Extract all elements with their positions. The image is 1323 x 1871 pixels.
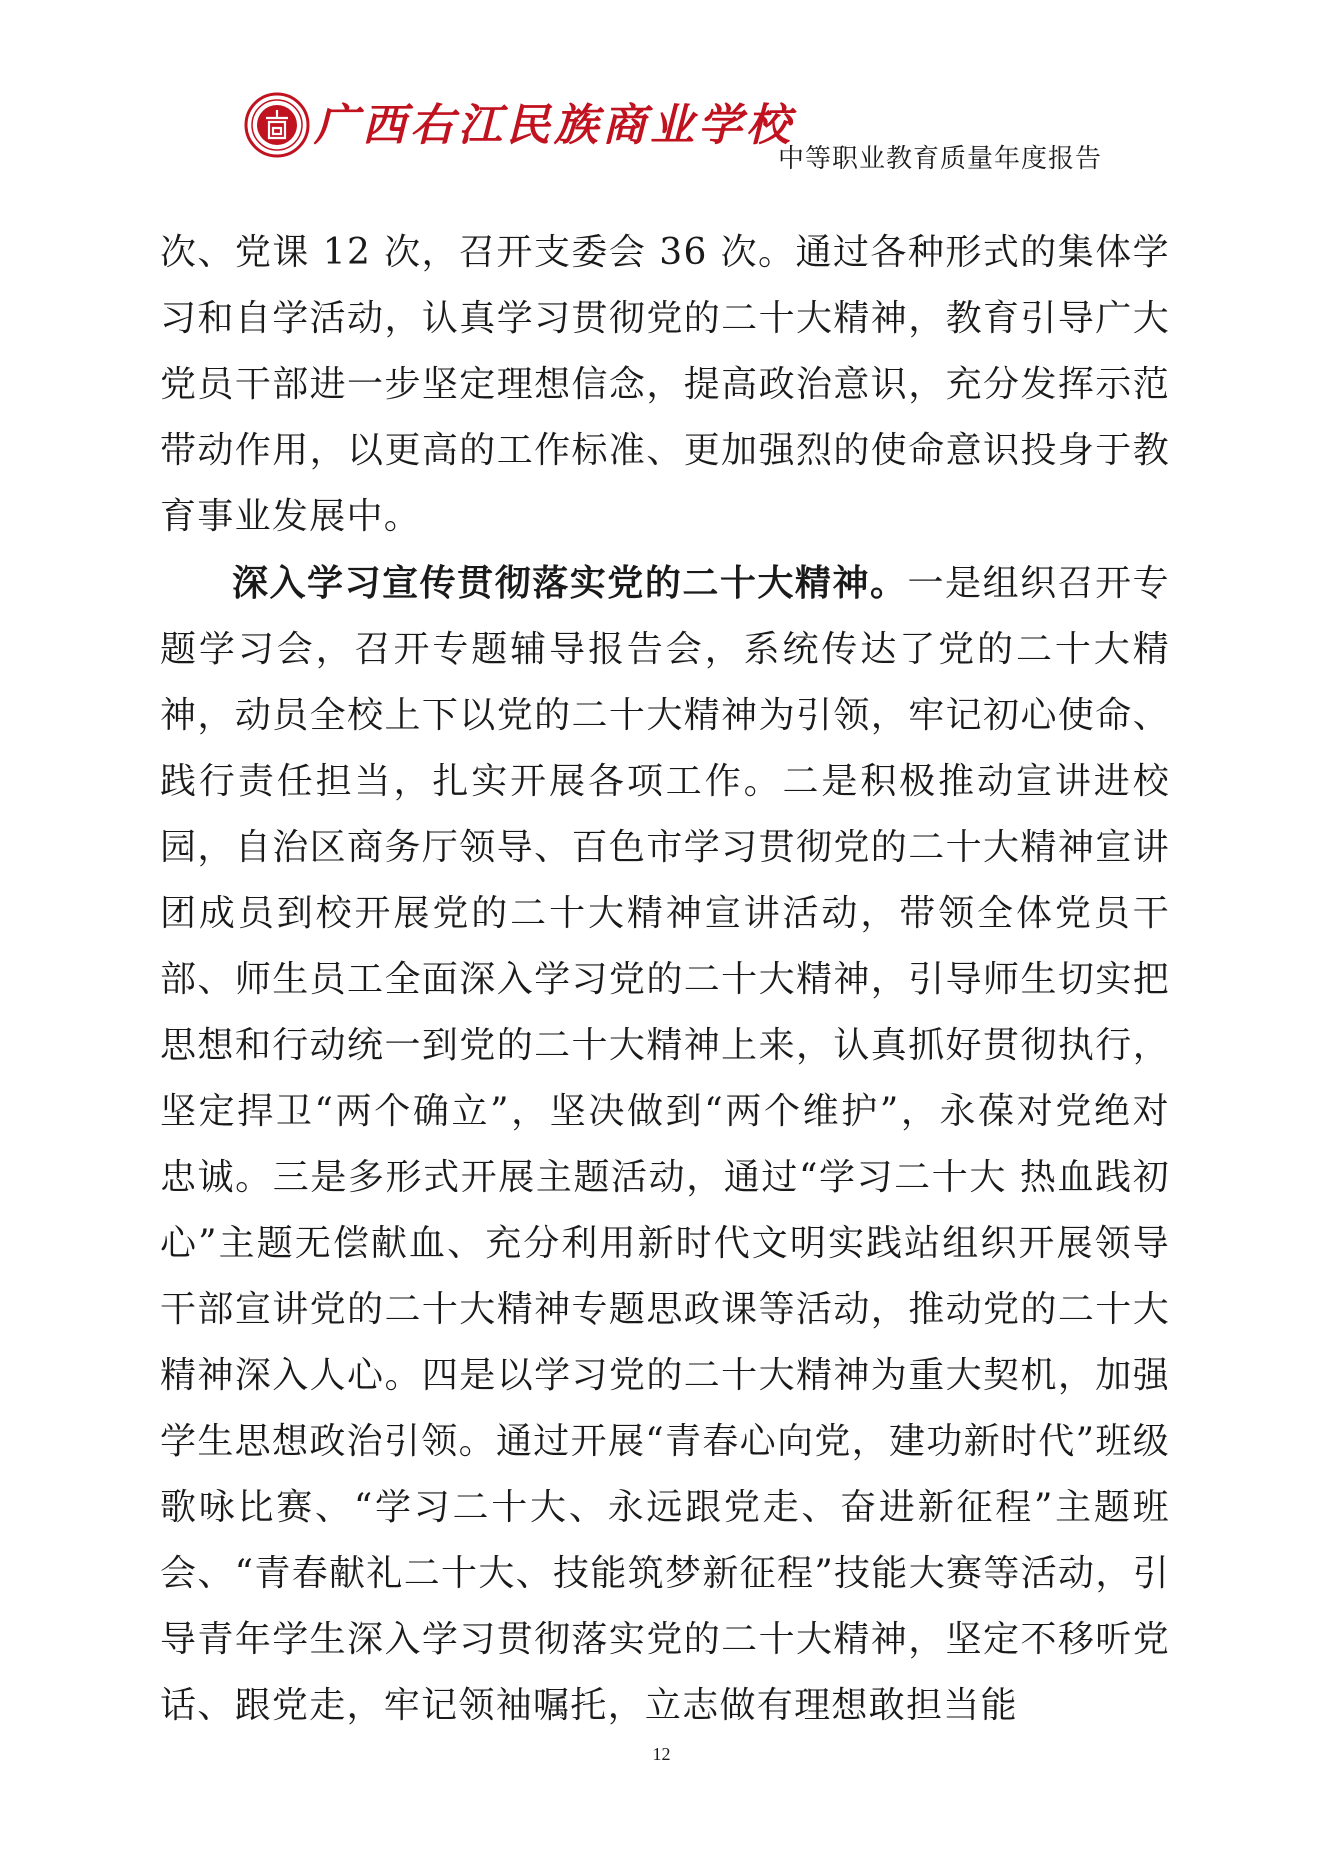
page-number: 12 <box>652 1744 671 1764</box>
paragraph-2 <box>160 550 1170 1739</box>
page-header <box>0 0 1323 174</box>
school-name-logo: 广西右江民族商业学校 <box>314 100 794 151</box>
document-body <box>160 220 1170 1739</box>
paragraph-2-heading: 深入学习宣传贯彻落实党的二十大精神。 <box>232 562 908 604</box>
report-title: 中等职业教育质量年度报告 <box>777 144 1102 174</box>
paragraph-2-text: 一是组织召开专题学习会，召开专题辅导报告会，系统传达了党的二十大精神，动员全校上下以党的二十大精神为引领，牢记初心使命、践行责任担当，扎实开展各项工作。二是积极推动宣讲进校园，自治区商务厅领导、百色市学习贯彻党的二十大精神宣讲团成员到校开展党的二十大精神宣讲活动，带领全体党员干部、师生员工全面深入学习党的二十大精神，引导师生切实把思想和行动统一到党的二十大精神上来，认真抓好贯彻执行，坚定捍卫“两个确立”，坚决做到“两个维护”，永葆对党绝对忠诚。三是多形式开展主题活动，通过“学习二十大 热血践初心”主题无偿献血、充分利用新时代文明实践站组织开展领导干部宣讲党的二十大精神专题思政课等活动，推动党的二十大精神深入人心。四是以学习党的二十大精神为重大契机，加强学生思想政治引领。通过开展“青春心向党，建功新时代”班级歌咏比赛、“学习二十大、永远跟党走、奋进新征程”主题班会、“青春献礼二十大、技能筑梦新征程”技能大赛等活动，引导青年学生深入学习贯彻落实党的二十大精神，坚定不移听党话、跟党走，牢记领袖嘱托，立志做有理想敢担当能 <box>160 563 1170 1726</box>
school-seal-logo-icon <box>244 92 310 158</box>
paragraph-1: 次、党课 12 次，召开支委会 36 次。通过各种形式的集体学习和自学活动，认真学习贯彻党的二十大精神，教育引导广大党员干部进一步坚定理想信念，提高政治意识，充分发挥示范带动作用，以更高的工作标准、更加强烈的使命意识投身于教育事业发展中。 <box>160 232 1170 537</box>
